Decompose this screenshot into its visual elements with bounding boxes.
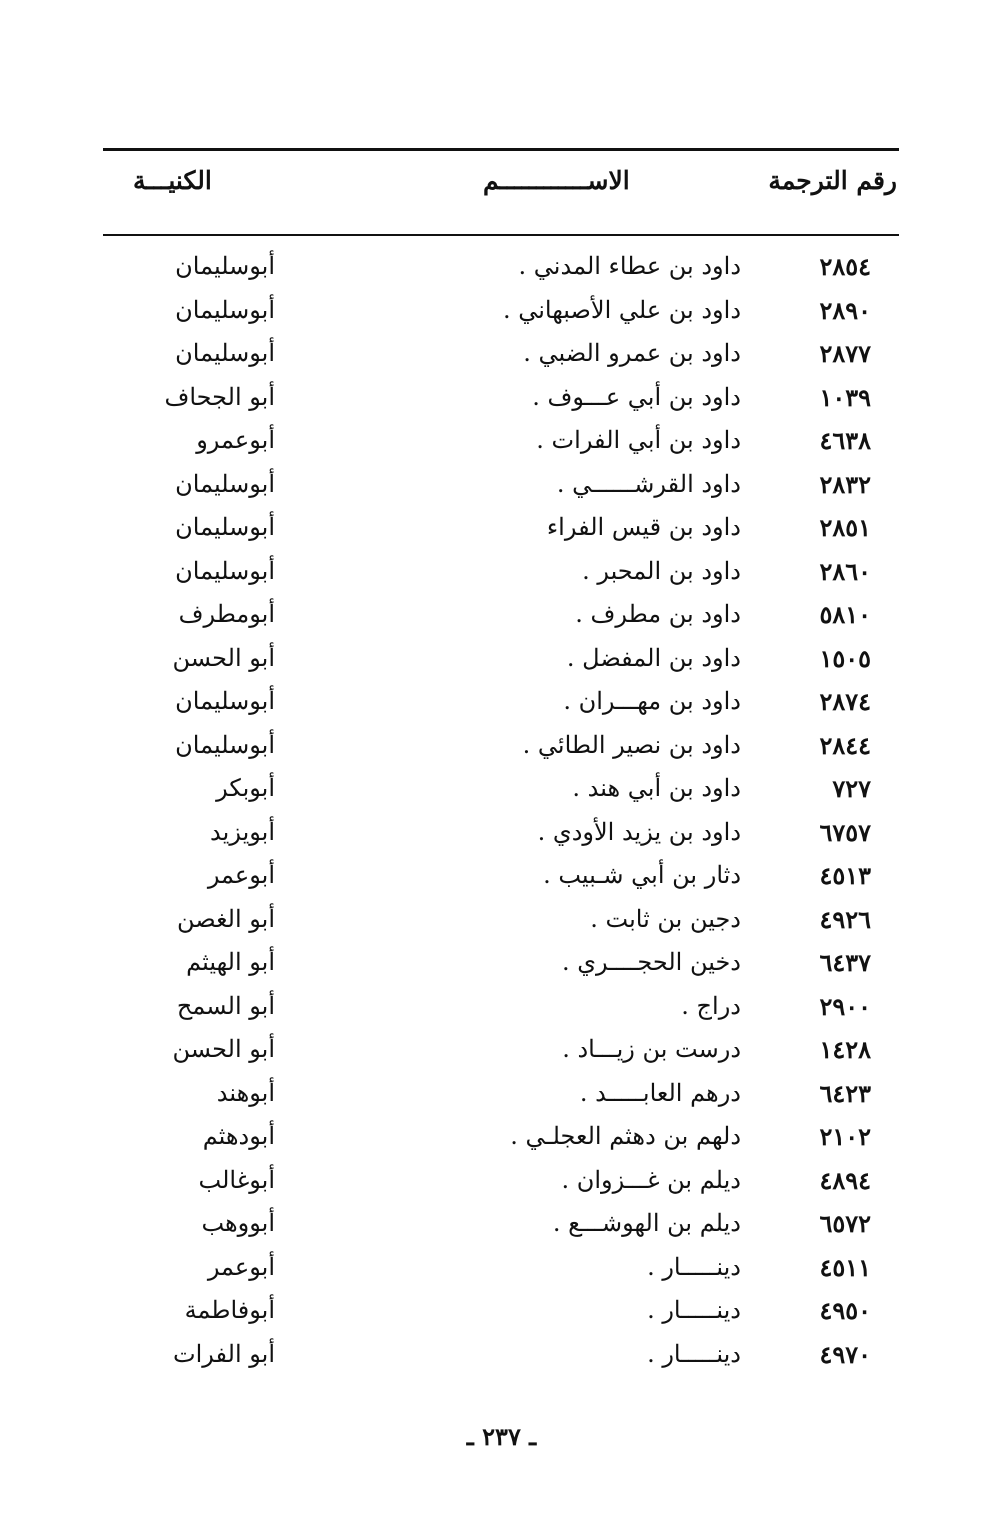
entry-kunya: أبوفاطمة	[184, 1296, 275, 1324]
table-row	[103, 683, 899, 727]
entry-kunya: أبو الغصن	[176, 904, 275, 933]
entry-kunya: أبوسليمان	[175, 295, 275, 324]
table-row	[103, 379, 899, 423]
table-row	[103, 1292, 899, 1336]
entry-name: داود بن المفضل .	[566, 643, 741, 672]
entry-number: ٤٦٣٨	[819, 426, 871, 455]
entry-number: ٤٩٧٠	[819, 1339, 871, 1369]
entry-kunya: أبوسليمان	[175, 513, 275, 541]
entry-name: داود بن نصير الطائي .	[522, 730, 741, 759]
entry-kunya: أبوعمر	[207, 1252, 275, 1281]
entry-number: ٤٥١١	[819, 1252, 871, 1282]
entry-name: داود بن مهـــران .	[563, 687, 741, 715]
entry-kunya: أبوسليمان	[175, 252, 275, 280]
header-name-label: الاســــــــــــم	[483, 166, 630, 195]
table-row	[103, 1075, 899, 1119]
entry-number: ٢٨٦٠	[819, 556, 871, 586]
entry-kunya: أبو الفرات	[173, 1339, 275, 1368]
entry-kunya: أبو الهيثم	[186, 948, 275, 976]
entry-number: ٢٩٠٠	[819, 991, 871, 1021]
table-row	[103, 727, 899, 771]
entry-kunya: أبويزيد	[210, 817, 275, 846]
table-row	[103, 640, 899, 684]
entry-name: ديلم بن الهوشـــع .	[552, 1209, 741, 1237]
entry-name: داود بن عمرو الضبي .	[523, 339, 741, 367]
entry-name: داود بن المحبر .	[582, 556, 741, 585]
entry-kunya: أبوسليمان	[175, 339, 275, 367]
table-row	[103, 1249, 899, 1293]
entry-number: ٦٧٥٧	[819, 817, 871, 847]
entry-name: داود بن أبي عـــوف .	[532, 382, 741, 411]
table-row	[103, 596, 899, 640]
top-rule	[103, 148, 899, 151]
entry-number: ١٥٠٥	[819, 643, 871, 673]
entry-kunya: أبوسليمان	[175, 687, 275, 715]
table-row	[103, 988, 899, 1032]
entry-kunya: أبو الحسن	[172, 643, 275, 672]
entry-kunya: أبوسليمان	[175, 469, 275, 498]
table-row	[103, 770, 899, 814]
entry-kunya: أبو السمح	[176, 991, 275, 1020]
page-number: ـ ٢٣٧ ـ	[466, 1422, 537, 1451]
entry-kunya: أبوبكر	[216, 774, 275, 802]
entry-number: ٤٥١٣	[819, 861, 871, 890]
entry-number: ٥٨١٠	[819, 600, 871, 629]
entry-number: ٤٩٢٦	[819, 904, 871, 934]
header-kunya-label: الكنيـــة	[133, 166, 212, 195]
table-row	[103, 1205, 899, 1249]
table-row	[103, 422, 899, 466]
table-row	[103, 857, 899, 901]
entry-name: داود القرشــــــي .	[556, 469, 741, 498]
entry-name: دلهم بن دهثم العجلـي .	[510, 1122, 741, 1150]
entry-name: داود بن علي الأصبهاني .	[502, 295, 741, 324]
entry-number: ٧٢٧	[832, 774, 871, 803]
entry-kunya: أبو الحسن	[172, 1035, 275, 1063]
entry-name: داود بن أبي الفرات .	[536, 426, 741, 454]
entry-kunya: أبوعمر	[207, 861, 275, 889]
entry-number: ٤٩٥٠	[819, 1296, 871, 1325]
entry-name: داود بن يزيد الأودي .	[537, 817, 741, 846]
entry-name: درهم العابـــــد .	[579, 1078, 741, 1107]
entry-name: دخين الحجــــري .	[561, 948, 741, 976]
table-row	[103, 1118, 899, 1162]
entry-name: دراج .	[681, 991, 741, 1020]
table-header	[103, 164, 899, 214]
entry-number: ٦٥٧٢	[819, 1209, 871, 1238]
entry-number: ٢٨٥٤	[819, 252, 871, 281]
entry-number: ٢٨٧٧	[819, 339, 871, 368]
entry-number: ٤٨٩٤	[819, 1165, 871, 1195]
entry-number: ٢٨٣٢	[819, 469, 871, 499]
entry-kunya: أبومطرف	[178, 600, 275, 628]
header-number-label: رقم الترجمة	[768, 166, 897, 195]
entry-name: درست بن زيـــاد .	[562, 1035, 741, 1063]
entry-number: ٦٤٣٧	[819, 948, 871, 977]
entry-name: دثار بن أبي شـبيب .	[543, 861, 741, 889]
table-row	[103, 901, 899, 945]
table-row	[103, 944, 899, 988]
entry-number: ١٠٣٩	[819, 382, 871, 412]
header-rule	[103, 234, 899, 236]
table-row	[103, 1031, 899, 1075]
entry-number: ١٤٢٨	[819, 1035, 871, 1064]
entry-kunya: أبو الجحاف	[164, 382, 275, 411]
entry-name: داود بن أبي هند .	[572, 774, 741, 802]
table-body	[103, 248, 899, 1379]
entry-name: داود بن مطرف .	[575, 600, 741, 628]
table-row	[103, 509, 899, 553]
entry-number: ٢٨٩٠	[819, 295, 871, 325]
entry-name: داود بن عطاء المدني .	[518, 252, 741, 280]
entry-kunya: أبوسليمان	[175, 730, 275, 759]
entry-name: دجين بن ثابت .	[590, 904, 741, 933]
entry-name: دينـــــار .	[647, 1296, 741, 1324]
entry-number: ٢١٠٢	[819, 1122, 871, 1151]
entry-kunya: أبوغالب	[198, 1165, 275, 1194]
entry-name: داود بن قيس الفراء	[546, 513, 741, 541]
table-row	[103, 248, 899, 292]
entry-name: دينـــــار .	[647, 1252, 741, 1281]
table-row	[103, 1336, 899, 1380]
entry-number: ٢٨٥١	[819, 513, 871, 542]
entry-kunya: أبوعمرو	[196, 426, 275, 454]
entry-number: ٦٤٢٣	[819, 1078, 871, 1108]
table-row	[103, 1162, 899, 1206]
table-row	[103, 466, 899, 510]
entry-name: ديلم بن غـــزوان .	[561, 1165, 741, 1194]
entry-number: ٢٨٧٤	[819, 687, 871, 716]
table-row	[103, 292, 899, 336]
table-row	[103, 814, 899, 858]
table-row	[103, 335, 899, 379]
entry-kunya: أبوسليمان	[175, 556, 275, 585]
entry-number: ٢٨٤٤	[819, 730, 871, 760]
entry-name: دينـــــار .	[647, 1339, 741, 1368]
entry-kunya: أبودهثم	[202, 1122, 275, 1150]
entry-kunya: أبوهند	[216, 1078, 275, 1107]
entry-kunya: أبووهب	[201, 1209, 275, 1237]
table-row	[103, 553, 899, 597]
